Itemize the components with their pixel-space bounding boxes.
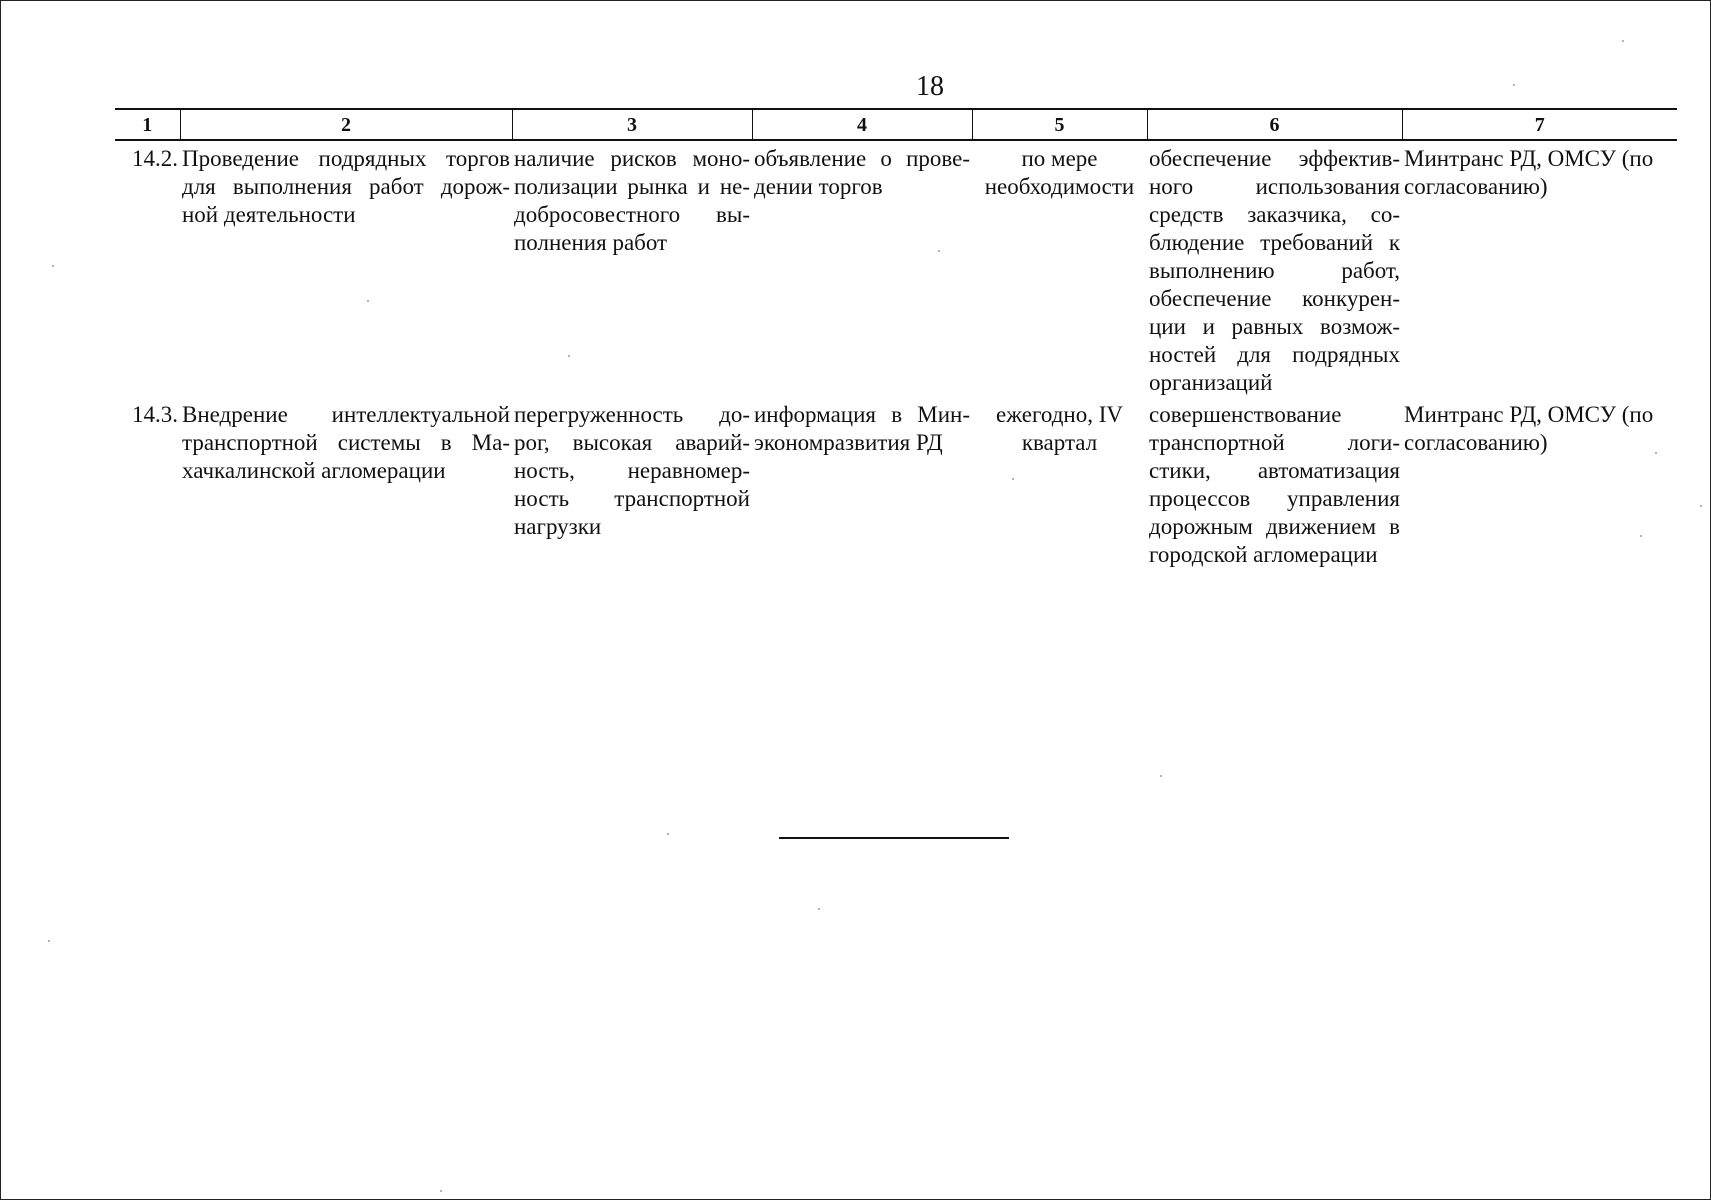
column-header: 7 (1402, 109, 1677, 140)
scan-speck (48, 940, 50, 942)
scan-speck (1640, 535, 1642, 537)
column-header: 3 (512, 109, 752, 140)
scan-speck (1700, 505, 1702, 507)
item-number: 14.3. (132, 402, 178, 427)
table-row (115, 397, 1677, 569)
form-cell: информация в Мин-экономразвития РД (754, 402, 970, 455)
header-row (115, 109, 1677, 140)
page-number: 18 (916, 71, 944, 102)
form-cell: объявление о прове-дении торгов (754, 146, 970, 199)
scan-speck (1622, 40, 1624, 42)
scan-speck (1655, 452, 1657, 454)
scan-speck (818, 908, 820, 910)
column-header: 1 (115, 109, 180, 140)
scan-speck (367, 300, 369, 302)
result-cell: обеспечение эффектив-ного использования средств заказчика, со-блюдение требований к выполнению работ, обеспечение конкурен-ции и равных возмож-ностей для подрядных организаций (1149, 146, 1400, 395)
deadline-cell: ежегодно, IV квартал (996, 402, 1123, 455)
deadline-cell: по мере необходимости (984, 146, 1135, 199)
end-of-document-rule (779, 837, 1009, 839)
scan-speck (1012, 478, 1014, 480)
column-header: 6 (1147, 109, 1402, 140)
result-cell: совершенствование транспортной логи-стики, автоматизация процессов управления дорожным движением в городской агломерации (1149, 402, 1400, 567)
scan-speck (667, 833, 669, 835)
reason-cell: наличие рисков моно-полизации рынка и не-добросовестного вы-полнения работ (514, 146, 750, 255)
column-header: 4 (752, 109, 972, 140)
responsible-cell: Минтранс РД, ОМСУ (по согласованию) (1404, 146, 1654, 199)
scan-speck (568, 355, 570, 357)
item-number: 14.2. (132, 146, 178, 171)
responsible-cell: Минтранс РД, ОМСУ (по согласованию) (1404, 402, 1654, 455)
scan-speck (1513, 84, 1515, 86)
activity-cell: Проведение подрядных торгов для выполнения работ дорож-ной деятельности (182, 146, 510, 227)
column-header: 5 (972, 109, 1147, 140)
scan-speck (52, 265, 54, 267)
scan-speck (440, 1190, 442, 1192)
table-row (115, 140, 1677, 397)
column-header: 2 (180, 109, 512, 140)
reason-cell: перегруженность до-рог, высокая аварий-ность, неравномер-ность транспортной нагрузки (514, 402, 750, 539)
measures-table (115, 108, 1677, 569)
scan-speck (938, 250, 940, 252)
scan-speck (1160, 775, 1162, 777)
activity-cell: Внедрение интеллектуальной транспортной системы в Ма-хачкалинской агломерации (182, 402, 510, 483)
